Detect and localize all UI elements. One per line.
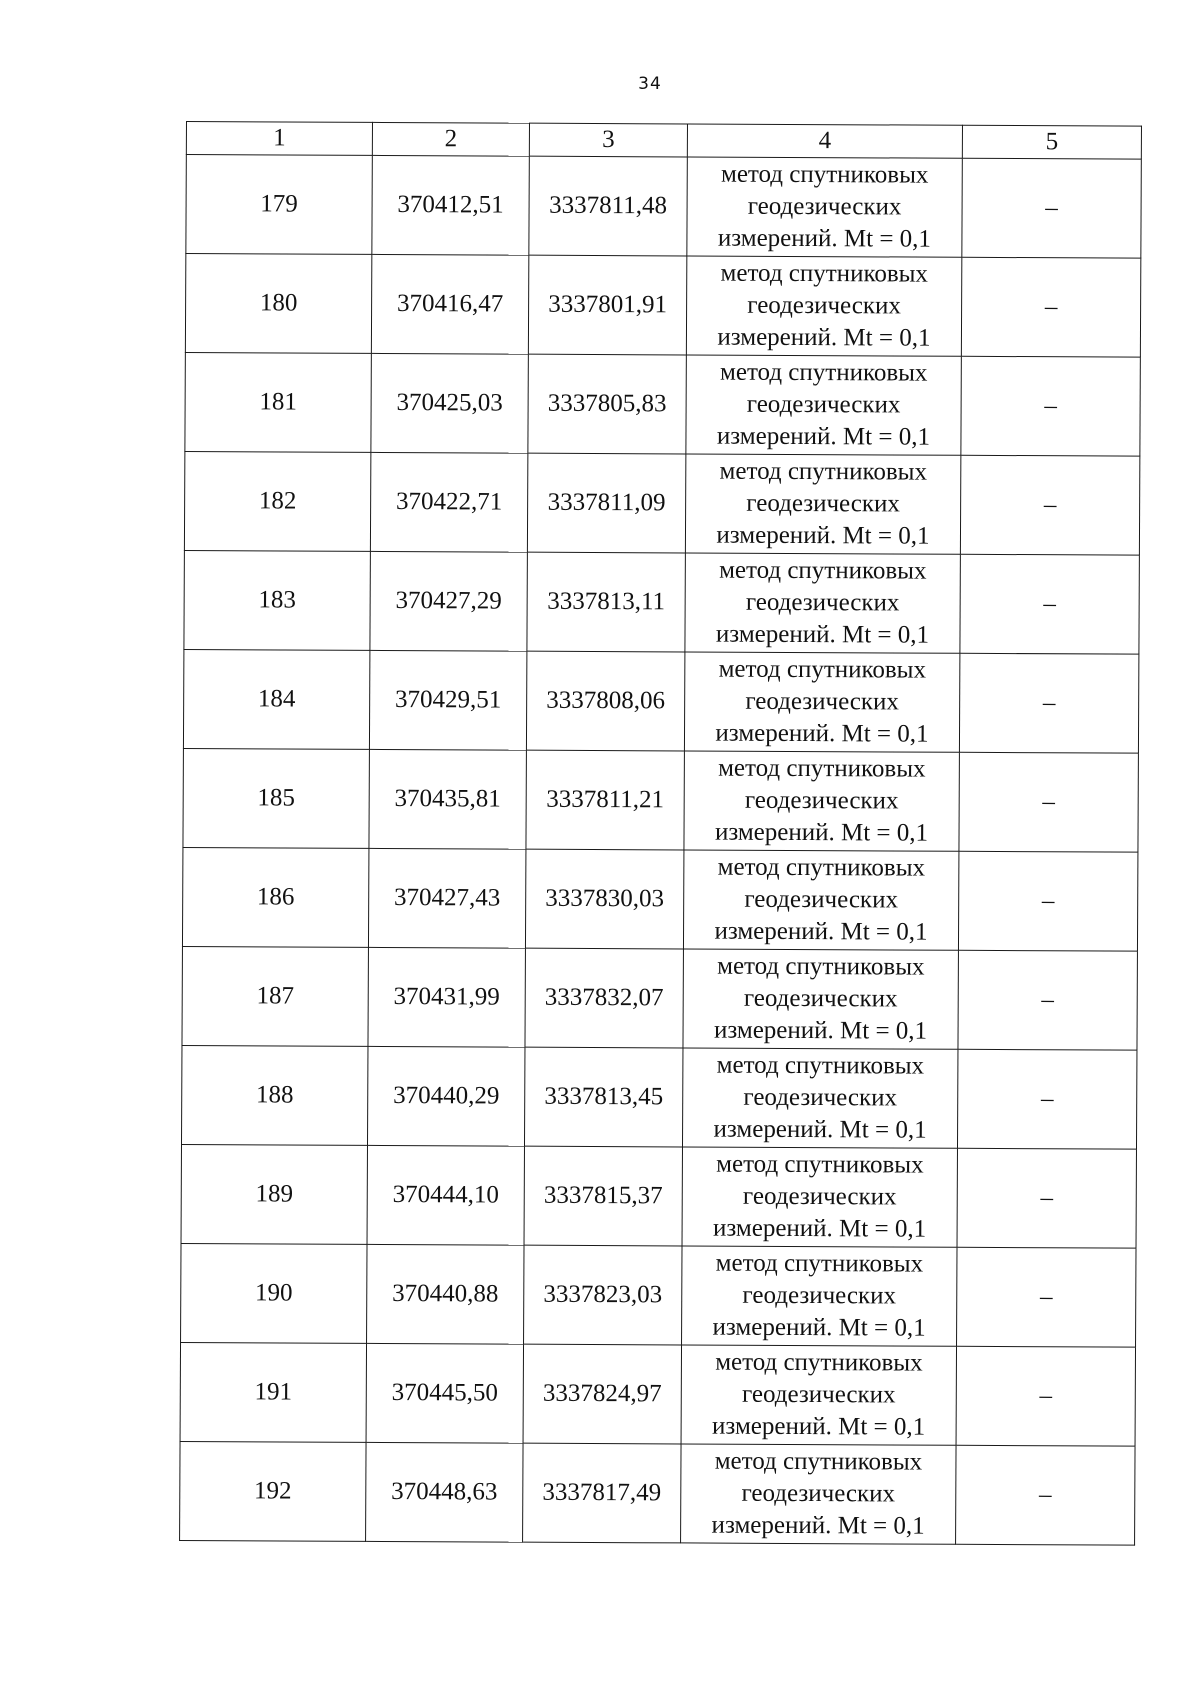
method-line: измерений. Mt = 0,1: [714, 818, 929, 847]
method-line: метод спутниковых: [720, 160, 929, 189]
method-line: геодезических: [744, 885, 899, 914]
method-line: метод спутниковых: [719, 457, 928, 486]
point-number-cell: 186: [182, 847, 368, 947]
method-line: метод спутниковых: [714, 1447, 923, 1476]
method-line: геодезических: [747, 192, 902, 221]
header-col-5: 5: [962, 125, 1141, 159]
table-body: [180, 155, 1142, 1546]
x-coordinate-cell: 370427,29: [370, 551, 527, 651]
dash-cell: –: [961, 356, 1140, 456]
y-coordinate-cell: 3337811,48: [529, 156, 687, 256]
point-number-cell: 192: [180, 1441, 366, 1541]
y-coordinate-cell: 3337801,91: [528, 255, 686, 355]
method-line: метод спутниковых: [718, 655, 927, 684]
y-coordinate-cell: 3337813,45: [524, 1047, 682, 1147]
x-coordinate-cell: 370445,50: [366, 1343, 523, 1443]
method-cell: [686, 256, 961, 356]
method-line: метод спутниковых: [716, 1150, 924, 1179]
method-line: метод спутниковых: [720, 358, 928, 387]
method-line: метод спутниковых: [715, 1249, 924, 1278]
method-line: измерений. Mt = 0,1: [717, 323, 931, 352]
table-row: [180, 1342, 1135, 1446]
method-line: измерений. Mt = 0,1: [716, 422, 931, 451]
x-coordinate-cell: 370444,10: [367, 1145, 524, 1245]
method-cell: [685, 553, 960, 653]
method-line: геодезических: [744, 786, 899, 815]
method-line: метод спутниковых: [717, 952, 925, 981]
method-line: измерений. Mt = 0,1: [715, 620, 930, 649]
x-coordinate-cell: 370416,47: [371, 254, 528, 354]
x-coordinate-cell: 370440,88: [367, 1244, 524, 1344]
table-row: [181, 1144, 1136, 1248]
method-cell: [681, 1345, 956, 1445]
table-row: [185, 352, 1140, 456]
point-number-cell: 189: [181, 1144, 367, 1244]
y-coordinate-cell: 3337823,03: [524, 1245, 682, 1345]
method-cell: [684, 751, 959, 851]
method-line: измерений. Mt = 0,1: [714, 917, 928, 946]
table-row: [183, 748, 1138, 852]
x-coordinate-cell: 370435,81: [369, 749, 526, 849]
method-cell: [682, 1147, 957, 1247]
x-coordinate-cell: 370429,51: [369, 650, 526, 750]
dash-cell: –: [959, 752, 1138, 852]
method-line: геодезических: [742, 1281, 897, 1310]
dash-cell: –: [957, 1247, 1136, 1347]
method-line: геодезических: [741, 1479, 896, 1508]
y-coordinate-cell: 3337817,49: [523, 1443, 681, 1543]
table-row: [184, 451, 1139, 555]
dash-cell: –: [958, 851, 1137, 951]
y-coordinate-cell: 3337811,09: [527, 453, 685, 553]
point-number-cell: 187: [182, 946, 368, 1046]
table-row: [185, 254, 1140, 358]
point-number-cell: 190: [181, 1243, 367, 1343]
method-line: геодезических: [743, 1083, 898, 1112]
point-number-cell: 182: [184, 451, 370, 551]
method-line: геодезических: [742, 1182, 897, 1211]
method-line: метод спутниковых: [720, 259, 929, 288]
y-coordinate-cell: 3337808,06: [526, 651, 684, 751]
y-coordinate-cell: 3337830,03: [525, 849, 683, 949]
point-number-cell: 185: [183, 748, 369, 848]
header-col-2: 2: [372, 122, 529, 156]
method-line: измерений. Mt = 0,1: [717, 224, 932, 253]
method-cell: [682, 1246, 957, 1346]
point-number-cell: 184: [183, 649, 369, 749]
header-col-4: 4: [687, 124, 962, 158]
method-line: измерений. Mt = 0,1: [711, 1511, 925, 1540]
point-number-cell: 180: [185, 254, 371, 354]
method-line: геодезических: [747, 291, 901, 320]
method-cell: [682, 1048, 957, 1148]
method-line: геодезических: [746, 489, 900, 518]
method-cell: [683, 949, 958, 1049]
x-coordinate-cell: 370431,99: [368, 947, 525, 1047]
dash-cell: –: [957, 1148, 1136, 1248]
header-col-3: 3: [529, 123, 687, 157]
dash-cell: –: [960, 554, 1139, 654]
dash-cell: –: [959, 653, 1138, 753]
y-coordinate-cell: 3337815,37: [524, 1146, 682, 1246]
dash-cell: –: [958, 950, 1137, 1050]
method-line: геодезических: [746, 390, 901, 419]
method-cell: [684, 652, 959, 752]
method-line: измерений. Mt = 0,1: [713, 1115, 927, 1144]
coordinates-table: [179, 121, 1142, 1546]
table-row: [181, 1243, 1136, 1347]
method-line: измерений. Mt = 0,1: [712, 1412, 926, 1441]
table-row: [182, 946, 1137, 1050]
dash-cell: –: [961, 257, 1140, 357]
point-number-cell: 191: [180, 1342, 366, 1442]
table-row: [181, 1045, 1136, 1149]
table-row: [180, 1441, 1135, 1545]
x-coordinate-cell: 370448,63: [366, 1442, 523, 1542]
method-line: метод спутниковых: [718, 754, 926, 783]
method-line: измерений. Mt = 0,1: [715, 719, 929, 748]
x-coordinate-cell: 370427,43: [368, 848, 525, 948]
point-number-cell: 181: [185, 352, 371, 452]
dash-cell: –: [957, 1049, 1136, 1149]
x-coordinate-cell: 370425,03: [371, 353, 528, 453]
y-coordinate-cell: 3337811,21: [526, 750, 684, 850]
y-coordinate-cell: 3337824,97: [523, 1344, 681, 1444]
dash-cell: –: [956, 1445, 1135, 1545]
header-col-1: 1: [186, 122, 372, 156]
method-cell: [686, 355, 961, 455]
method-line: метод спутниковых: [715, 1348, 923, 1377]
dash-cell: –: [962, 158, 1141, 258]
page-number: 34: [638, 74, 662, 94]
y-coordinate-cell: 3337805,83: [528, 354, 686, 454]
method-cell: [683, 850, 958, 950]
dash-cell: –: [960, 455, 1139, 555]
x-coordinate-cell: 370422,71: [370, 452, 527, 552]
point-number-cell: 188: [181, 1045, 367, 1145]
method-line: геодезических: [741, 1380, 896, 1409]
method-line: метод спутниковых: [716, 1051, 925, 1080]
point-number-cell: 179: [186, 155, 372, 255]
method-line: измерений. Mt = 0,1: [716, 521, 930, 550]
method-line: метод спутниковых: [717, 853, 926, 882]
table-row: [182, 847, 1137, 951]
method-cell: [685, 454, 960, 554]
x-coordinate-cell: 370440,29: [367, 1046, 524, 1146]
method-line: геодезических: [745, 687, 900, 716]
method-line: метод спутниковых: [719, 556, 927, 585]
y-coordinate-cell: 3337813,11: [527, 552, 685, 652]
table-row: [184, 550, 1139, 654]
y-coordinate-cell: 3337832,07: [525, 948, 683, 1048]
method-line: геодезических: [743, 984, 898, 1013]
method-line: измерений. Mt = 0,1: [712, 1313, 926, 1342]
table-row: [186, 155, 1141, 259]
header-row: [186, 122, 1141, 160]
x-coordinate-cell: 370412,51: [372, 155, 529, 255]
point-number-cell: 183: [184, 550, 370, 650]
table-header: [186, 122, 1141, 160]
dash-cell: –: [956, 1346, 1135, 1446]
table-row: [183, 649, 1138, 753]
method-line: измерений. Mt = 0,1: [712, 1214, 927, 1243]
method-line: геодезических: [745, 588, 900, 617]
method-line: измерений. Mt = 0,1: [713, 1016, 928, 1045]
method-cell: [687, 157, 962, 257]
method-cell: [681, 1444, 956, 1544]
